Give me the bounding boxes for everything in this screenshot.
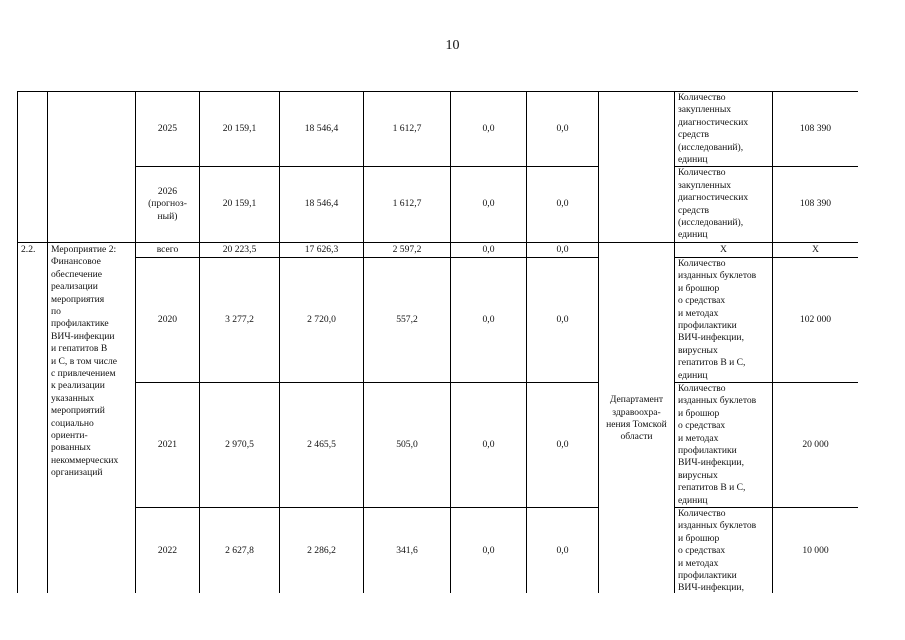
cell-year: 2026 (прогноз- ный) — [136, 167, 200, 242]
cell-measure-number: 2.2. — [18, 242, 48, 593]
cell-other: 0,0 — [527, 382, 599, 507]
cell-federal: 2 286,2 — [280, 508, 364, 594]
cell-indicator: Х — [675, 242, 773, 257]
cell-federal: 18 546,4 — [280, 92, 364, 167]
cell-year: 2022 — [136, 508, 200, 594]
table-container — [17, 91, 858, 593]
cell-total: 3 277,2 — [200, 257, 280, 382]
cell-local: 0,0 — [451, 92, 527, 167]
cell-regional: 1 612,7 — [364, 92, 451, 167]
cell-federal: 18 546,4 — [280, 167, 364, 242]
cell-regional: 341,6 — [364, 508, 451, 594]
cell-regional: 557,2 — [364, 257, 451, 382]
cell-department: Департамент здравоохра- нения Томской области — [599, 242, 675, 593]
cell-indicator-value: 20 000 — [773, 382, 858, 507]
cell-regional: 505,0 — [364, 382, 451, 507]
cell-indicator: Количество изданных буклетов и брошюр о средствах и методах профилактики ВИЧ-инфекции, вирусных гепатитов В и С, единиц — [675, 257, 773, 382]
cell-indicator: Количество изданных буклетов и брошюр о средствах и методах профилактики ВИЧ-инфекции, — [675, 508, 773, 594]
cell-indicator-value: 102 000 — [773, 257, 858, 382]
table-row — [18, 92, 859, 167]
table-row-total — [18, 242, 859, 257]
cell-regional: 1 612,7 — [364, 167, 451, 242]
cell-no-empty — [18, 92, 48, 243]
cell-year: всего — [136, 242, 200, 257]
cell-federal: 2 465,5 — [280, 382, 364, 507]
page-number: 10 — [445, 38, 460, 53]
cell-other: 0,0 — [527, 167, 599, 242]
cell-year: 2021 — [136, 382, 200, 507]
cell-indicator: Количество закупленных диагностических средств (исследований), единиц — [675, 92, 773, 167]
cell-local: 0,0 — [451, 382, 527, 507]
cell-federal: 2 720,0 — [280, 257, 364, 382]
cell-total: 20 223,5 — [200, 242, 280, 257]
cell-total: 2 970,5 — [200, 382, 280, 507]
table-row — [18, 382, 859, 507]
cell-measure-name: Мероприятие 2: Финансовое обеспечение реализации мероприятия по профилактике ВИЧ-инфекции и гепатитов В и С, в том числе с привлечением к реализации указанных мероприятий социально ориенти- рованных некоммерческих организаций — [48, 242, 136, 593]
cell-local: 0,0 — [451, 242, 527, 257]
cell-indicator-value: Х — [773, 242, 858, 257]
cell-indicator-value: 108 390 — [773, 167, 858, 242]
cell-local: 0,0 — [451, 167, 527, 242]
cell-other: 0,0 — [527, 508, 599, 594]
cell-regional: 2 597,2 — [364, 242, 451, 257]
cell-name-empty — [48, 92, 136, 243]
cell-year: 2020 — [136, 257, 200, 382]
cell-local: 0,0 — [451, 508, 527, 594]
cell-year: 2025 — [136, 92, 200, 167]
cell-indicator: Количество изданных буклетов и брошюр о средствах и методах профилактики ВИЧ-инфекции, вирусных гепатитов В и С, единиц — [675, 382, 773, 507]
cell-indicator-value: 10 000 — [773, 508, 858, 594]
program-table — [17, 91, 858, 593]
table-row — [18, 167, 859, 242]
cell-federal: 17 626,3 — [280, 242, 364, 257]
cell-other: 0,0 — [527, 242, 599, 257]
cell-local: 0,0 — [451, 257, 527, 382]
cell-indicator-value: 108 390 — [773, 92, 858, 167]
table-row — [18, 257, 859, 382]
table-row — [18, 508, 859, 594]
cell-total: 20 159,1 — [200, 92, 280, 167]
cell-indicator: Количество закупленных диагностических средств (исследований), единиц — [675, 167, 773, 242]
cell-other: 0,0 — [527, 257, 599, 382]
cell-other: 0,0 — [527, 92, 599, 167]
cell-total: 20 159,1 — [200, 167, 280, 242]
cell-total: 2 627,8 — [200, 508, 280, 594]
cell-department-empty — [599, 92, 675, 243]
